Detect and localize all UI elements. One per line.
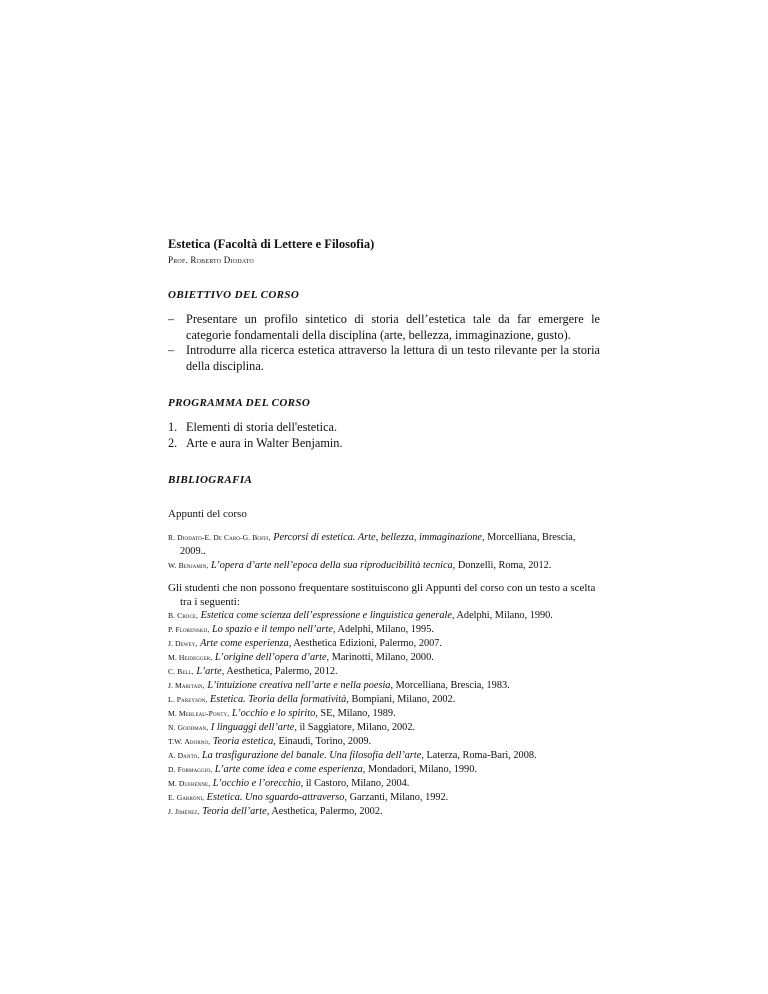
reference-publisher: Mondadori, Milano, 1990. [367,764,477,775]
reference-entry [168,651,600,665]
reference-author: A. Danto, [168,751,200,760]
reference-publisher: Adelphi, Milano, 1990. [456,610,553,621]
reference-title: Estetica come scienza dell’espressione e linguistica generale, [200,610,455,621]
reference-title: L’arte come idea e come esperienza, [214,764,366,775]
program-item-text: Arte e aura in Walter Benjamin. [186,435,343,450]
reference-publisher: Adelphi, Milano, 1995. [337,624,434,635]
reference-title: Teoria dell’arte, [202,806,270,817]
reference-author: P. Florenskij, [168,625,210,634]
objective-item [168,312,600,343]
reference-author: D. Formaggio, [168,765,213,774]
reference-entry [168,531,600,559]
reference-title: Arte come esperienza, [200,638,292,649]
program-list [168,420,600,451]
alternative-intro: Gli studenti che non possono frequentare sostituiscono gli Appunti del corso con un testo a scelta tra i seguenti: [168,582,596,608]
reference-title: Estetica. Teoria della formatività, [209,694,349,705]
objectives-list [168,312,600,374]
reference-author: R. Diodato-E. De Caro-G. Boffi, [168,533,271,542]
reference-publisher: Laterza, Roma-Bari, 2008. [426,750,537,761]
dash-bullet: – [168,343,175,357]
reference-title: L’occhio e l’orecchio, [212,778,304,789]
professor-name: Roberto Diodato [190,255,254,265]
program-item [168,420,600,436]
reference-entry [168,777,600,791]
course-title: Estetica (Facoltà di Lettere e Filosofia) [168,237,375,251]
reference-author: M. Merleau-Ponty, [168,709,230,718]
reference-publisher: il Castoro, Milano, 2004. [305,778,410,789]
bibliography-intro: Appunti del corso [168,508,247,520]
objective-item [168,343,600,374]
reference-publisher: Einaudi, Torino, 2009. [278,736,372,747]
reference-entry [168,707,600,721]
reference-title: L’intuizione creativa nell’arte e nella poesia, [207,680,394,691]
reference-title: Percorsi di estetica. Arte, bellezza, immaginazione, [273,532,485,543]
reference-publisher: Donzelli, Roma, 2012. [457,560,552,571]
reference-publisher: SE, Milano, 1989. [320,708,396,719]
reference-entry [168,665,600,679]
objective-text: Presentare un profilo sintetico di storia dell’estetica tale da far emergere le categorie fondamentali della disciplina (arte, bellezza, immaginazione, gusto). [186,312,600,342]
reference-title: L’occhio e lo spirito, [231,708,318,719]
reference-entry [168,721,600,735]
reference-entry [168,609,600,623]
program-heading: PROGRAMMA DEL CORSO [168,397,311,409]
reference-publisher: Garzanti, Milano, 1992. [349,792,449,803]
objectives-heading: OBIETTIVO DEL CORSO [168,289,300,301]
program-item-number: 2. [168,435,178,450]
reference-publisher: Aesthetica, Palermo, 2012. [226,666,338,677]
reference-title: L’origine dell’opera d’arte, [214,652,330,663]
program-item-text: Elementi di storia dell'estetica. [186,420,338,434]
alternative-references [168,609,600,819]
reference-publisher: Bompiani, Milano, 2002. [351,694,456,705]
reference-author: J. Maritain, [168,681,205,690]
reference-title: La trasfigurazione del banale. Una filosofia dell’arte, [201,750,424,761]
objective-text: Introdurre alla ricerca estetica attraverso la lettura di un testo rilevante per la storia della disciplina. [186,343,600,373]
reference-entry [168,735,600,749]
reference-author: M. Heidegger, [168,653,213,662]
reference-title: Estetica. Uno sguardo-attraverso, [206,792,348,803]
dash-bullet: – [168,312,175,326]
reference-title: I linguaggi dell’arte, [210,722,297,733]
reference-author: L. Pareyson, [168,695,208,704]
reference-entry [168,679,600,693]
reference-title: L’opera d’arte nell’epoca della sua riproducibilità tecnica, [210,560,456,571]
reference-publisher: Marinotti, Milano, 2000. [331,652,434,663]
reference-publisher: il Saggiatore, Milano, 2002. [299,722,416,733]
reference-entry [168,791,600,805]
bibliography-heading: BIBLIOGRAFIA [168,474,253,486]
reference-author: W. Benjamin, [168,561,209,570]
reference-entry [168,623,600,637]
reference-entry [168,763,600,777]
reference-entry [168,637,600,651]
reference-author: J. Dewey, [168,639,198,648]
reference-title: Lo spazio e il tempo nell’arte, [211,624,336,635]
reference-title: L’arte, [196,666,225,677]
reference-author: N. Goodman, [168,723,209,732]
main-references [168,531,600,573]
reference-author: T.W. Adorno, [168,737,211,746]
reference-title: Teoria estetica, [212,736,276,747]
reference-publisher: Morcelliana, Brescia, 1983. [395,680,510,691]
reference-entry [168,693,600,707]
program-item [168,436,600,452]
document-page [168,236,600,819]
reference-entry [168,559,600,573]
reference-author: B. Croce, [168,611,199,620]
reference-author: C. Bell, [168,667,194,676]
reference-entry [168,749,600,763]
reference-author: E. Garroni, [168,793,205,802]
professor-prefix: Prof. [168,255,188,265]
professor-line [168,254,600,266]
reference-author: M. Dufrenne, [168,779,211,788]
program-item-number: 1. [168,420,178,434]
reference-publisher: Morcelliana, Brescia, 2009.. [180,532,576,557]
reference-publisher: Aesthetica, Palermo, 2002. [271,806,383,817]
reference-publisher: Aesthetica Edizioni, Palermo, 2007. [293,638,442,649]
reference-author: J. Jiménez, [168,807,200,816]
reference-entry [168,805,600,819]
